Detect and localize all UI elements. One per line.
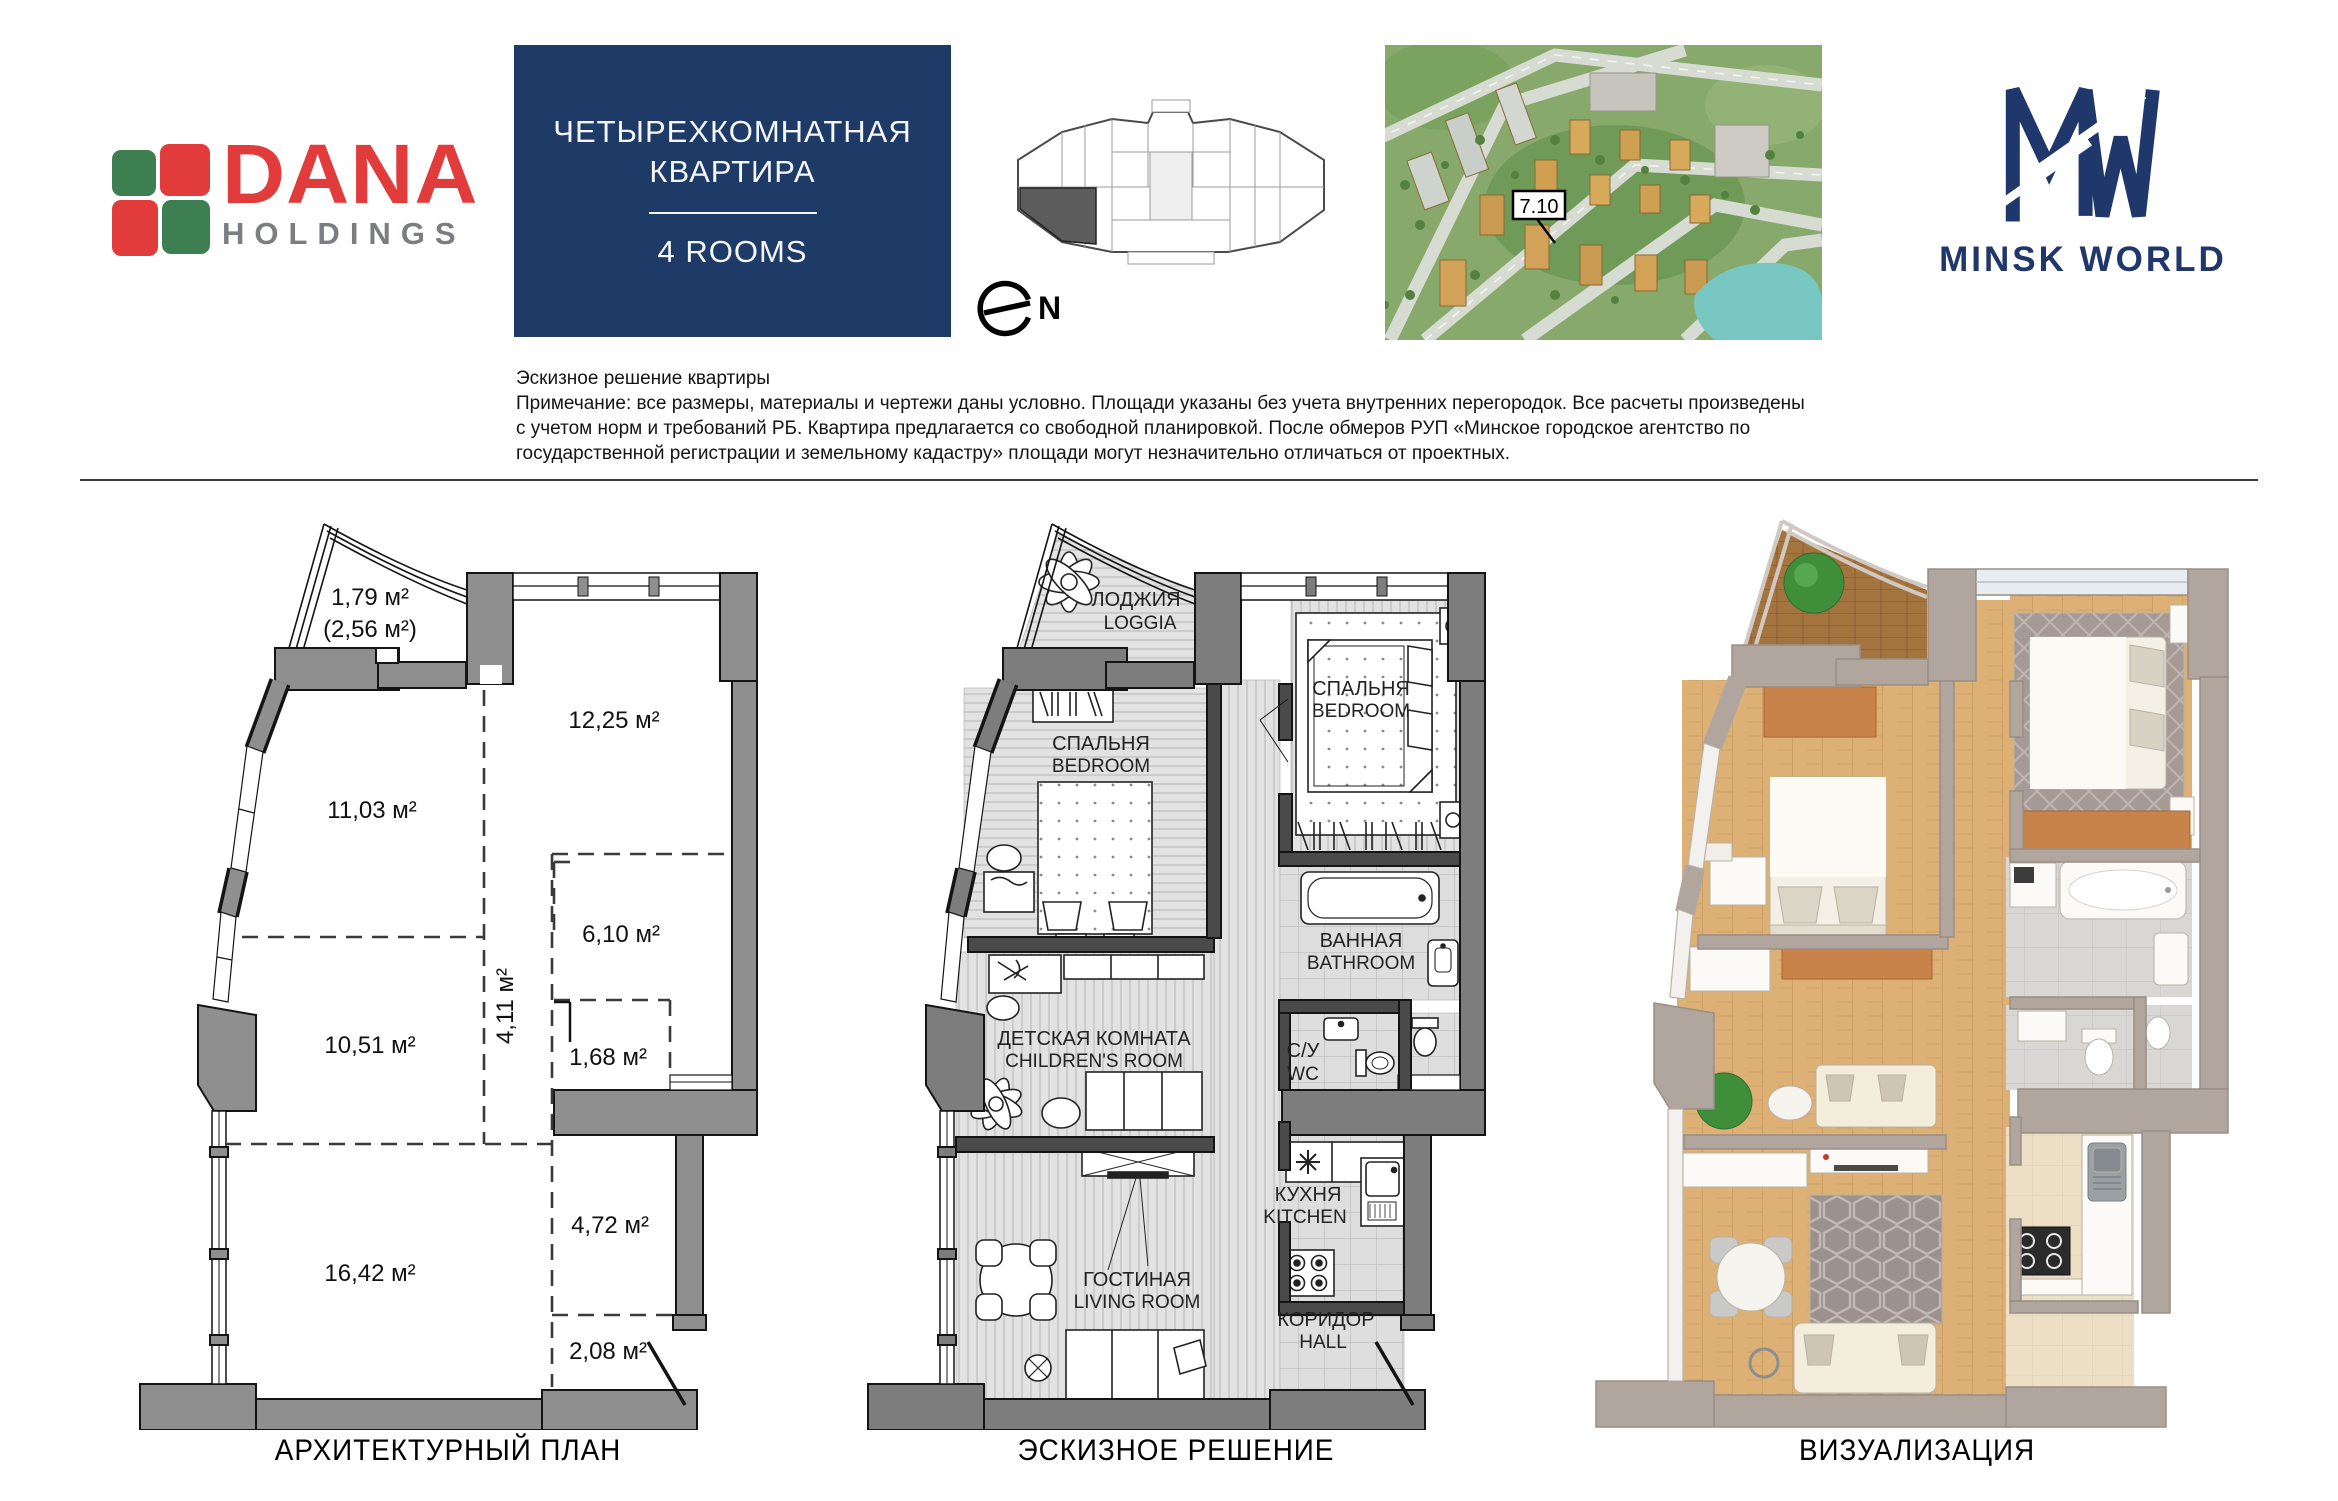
- minsk-world-wordmark: MINSK WORLD: [1939, 240, 2227, 279]
- room-label-en: HALL: [1299, 1332, 1347, 1353]
- wardrobe-icon: [1033, 686, 1113, 722]
- toilet-icon: [1356, 1050, 1394, 1076]
- room-label-ru: КУХНЯ: [1274, 1184, 1342, 1206]
- highlighted-apartment-footprint: [1020, 188, 1096, 244]
- building-floorplate-diagram: [1000, 92, 1345, 297]
- room-label-en: BEDROOM: [1311, 701, 1411, 722]
- area-label: 10,51 м²: [324, 1032, 416, 1059]
- sofa-icon: [1816, 1065, 1936, 1127]
- room-label-en: CHILDREN'S ROOM: [1005, 1051, 1183, 1072]
- desk-icon: [1710, 857, 1766, 905]
- room-label-ru: ДЕТСКАЯ КОМНАТА: [997, 1028, 1191, 1050]
- sketch-solution-plan: [856, 510, 1496, 1430]
- toilet-icon: [2146, 1017, 2170, 1049]
- room-label-ru: ГОСТИНАЯ: [1083, 1269, 1191, 1291]
- table: [1768, 1086, 1812, 1120]
- room-label-en: BEDROOM: [1051, 756, 1151, 777]
- title-rooms-label: 4 ROOMS: [657, 234, 808, 269]
- sofa-icon: [1794, 1323, 1936, 1393]
- site-aerial-rendering: [1385, 45, 1822, 340]
- cabinet-row: [1782, 945, 1932, 979]
- title-line2: КВАРТИРА: [649, 154, 816, 189]
- arch-walls: [140, 524, 757, 1430]
- dining-table-icon: [1710, 1237, 1792, 1317]
- area-label: (2,56 м²): [323, 616, 417, 643]
- minsk-world-monogram-icon: [1996, 80, 2171, 230]
- area-label: 2,08 м²: [569, 1338, 647, 1365]
- room-label-en: BATHROOM: [1306, 953, 1416, 974]
- room-label-ru: ВАННАЯ: [1319, 930, 1403, 952]
- caption-visualization: ВИЗУАЛИЗАЦИЯ: [1798, 1434, 2036, 1467]
- room-label-en: WC: [1287, 1064, 1319, 1085]
- bathtub-icon: [1301, 872, 1439, 924]
- compass-north-label: N: [1038, 290, 1062, 326]
- apartment-title-card: [514, 45, 951, 337]
- sink-icon: [1324, 1018, 1358, 1040]
- disclaimer-line: Примечание: все размеры, материалы и чертежи даны условно. Площади указаны без учета внутренних перегородок. Все расчеты произведены: [516, 393, 1805, 414]
- dining-table-icon: [976, 1240, 1056, 1320]
- wardrobe-icon: [1764, 687, 1876, 737]
- caption-sketch-solution: ЭСКИЗНОЕ РЕШЕНИЕ: [1017, 1434, 1335, 1467]
- sofa-icon: [1066, 1330, 1206, 1400]
- bed-icon: [2030, 637, 2166, 789]
- dana-holdings-label: HOLDINGS: [222, 216, 466, 251]
- room-label-ru: СПАЛЬНЯ: [1052, 733, 1150, 755]
- disclaimer-intro: Эскизное решение квартиры: [516, 368, 771, 389]
- rug: [1810, 1195, 1942, 1323]
- kitchen-sink-icon: [2088, 1143, 2126, 1201]
- desk-icon: [1690, 947, 1770, 991]
- area-label: 16,42 м²: [324, 1260, 416, 1287]
- dana-wordmark: DANA: [222, 127, 479, 221]
- room-label-en: KITCHEN: [1263, 1207, 1347, 1228]
- area-label: 4,72 м²: [571, 1212, 649, 1239]
- kitchen-sink-icon: [1361, 1158, 1404, 1226]
- area-label: 6,10 м²: [582, 921, 660, 948]
- room-label-ru: С/У: [1286, 1040, 1320, 1062]
- bathtub-icon: [2060, 861, 2186, 919]
- room-label-en: LOGGIA: [1103, 613, 1177, 634]
- sink-icon: [2018, 1011, 2066, 1041]
- dana-logo-squares-icon: [110, 136, 212, 260]
- architectural-plan: [128, 510, 768, 1430]
- title-divider: [649, 212, 817, 214]
- visualization-render: [1582, 505, 2252, 1440]
- room-label-en: LIVING ROOM: [1073, 1292, 1201, 1313]
- room-label-ru: КОРИДОР: [1277, 1309, 1375, 1331]
- arch-area-labels: [323, 584, 660, 1365]
- toilet-icon: [1412, 1018, 1438, 1056]
- title-line1: ЧЕТЫРЕХКОМНАТНАЯ: [553, 114, 912, 149]
- minsk-world-logo: [1938, 80, 2228, 330]
- cabinet-row: [1064, 955, 1204, 979]
- area-label: 12,25 м²: [568, 707, 660, 734]
- area-label: 1,68 м²: [569, 1044, 647, 1071]
- sink-icon: [1428, 940, 1458, 986]
- stove-icon: [1284, 1250, 1334, 1296]
- header-divider-line: [80, 479, 2258, 481]
- disclaimer-line: с учетом норм и требований РБ. Квартира предлагается со свободной планировкой. После обмеров РУП «Минское городское агентство по: [516, 418, 1751, 439]
- bed-icon: [1770, 777, 1886, 939]
- site-marker-label: 7.10: [1519, 196, 1559, 218]
- caption-architectural-plan: АРХИТЕКТУРНЫЙ ПЛАН: [274, 1434, 622, 1467]
- ball-icon: [1042, 1098, 1080, 1128]
- plant-icon: [1039, 552, 1099, 612]
- room-label-ru: ЛОДЖИЯ: [1091, 589, 1181, 611]
- dana-holdings-logo: [110, 127, 490, 272]
- disclaimer-text: [516, 366, 1846, 466]
- room-label-ru: СПАЛЬНЯ: [1312, 678, 1410, 700]
- area-label: 1,79 м²: [331, 584, 409, 611]
- arch-partition-dashes: [225, 690, 732, 1387]
- area-label-vertical: 4,11 м²: [492, 967, 519, 1045]
- dresser-icon: [2010, 811, 2190, 851]
- sink-icon: [2154, 933, 2188, 985]
- sofa-icon: [1086, 1072, 1202, 1130]
- disclaimer-line: государственной регистрации и земельному кадастру» площади могут незначительно отличаться от проектных.: [516, 443, 1511, 464]
- floor-lamp-icon: [1025, 1355, 1051, 1381]
- compass-icon: [972, 272, 1107, 352]
- bed-icon: [1038, 782, 1152, 942]
- area-label: 11,03 м²: [327, 797, 417, 824]
